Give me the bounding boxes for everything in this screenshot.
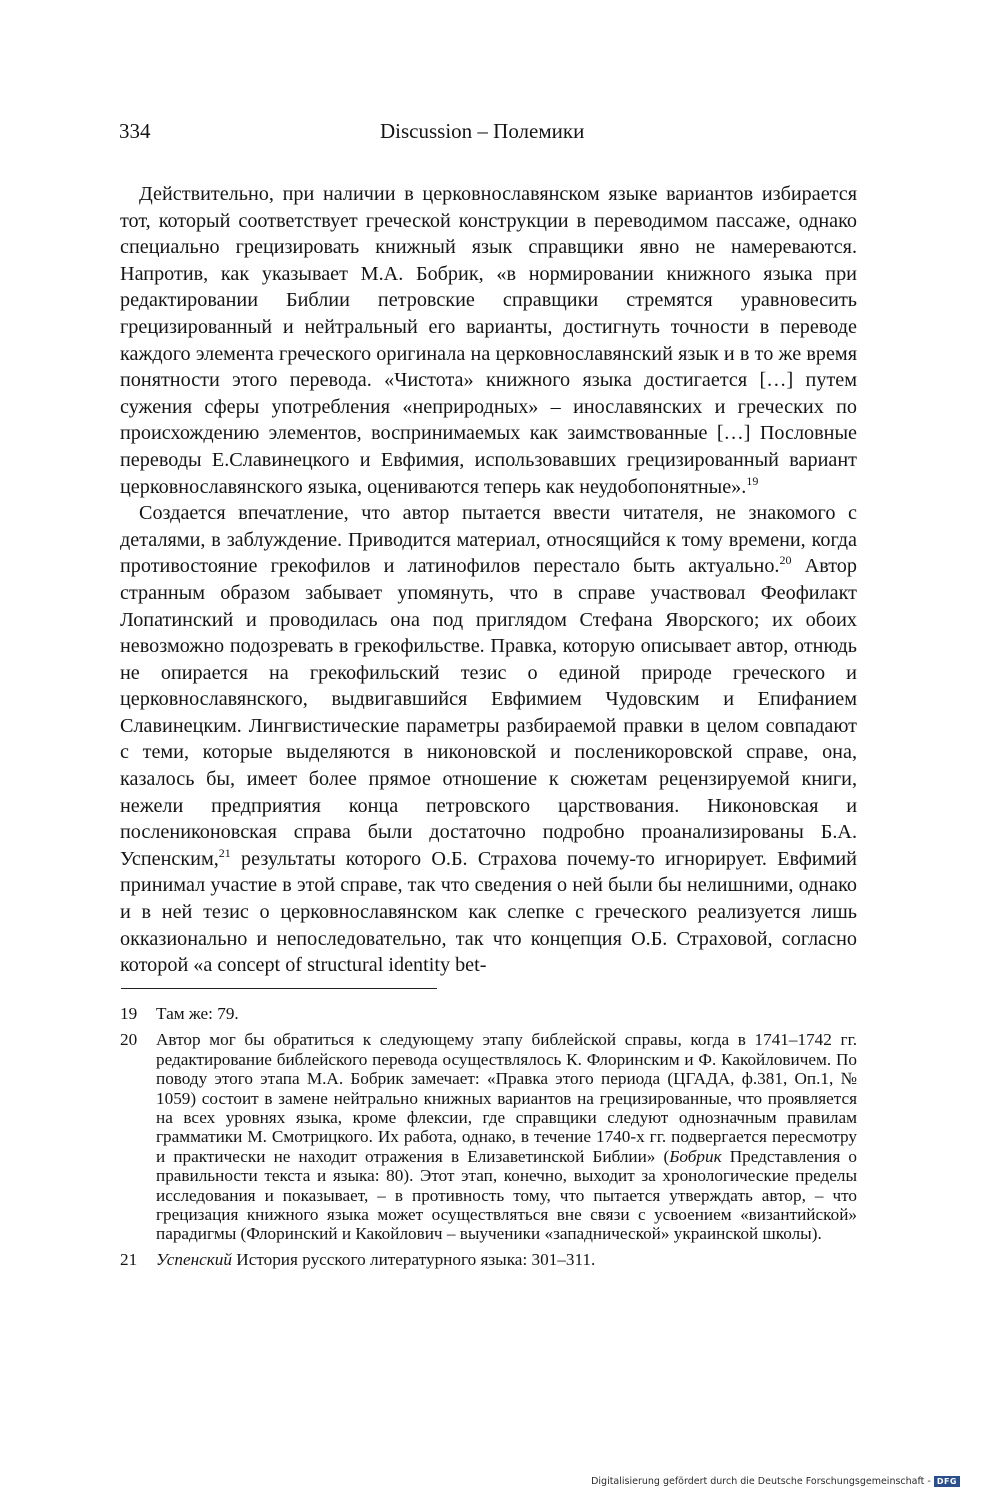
credit-text: Digitalisierung gefördert durch die Deutsche Forschungsgemeinschaft - — [591, 1476, 931, 1487]
page-number: 334 — [119, 119, 151, 143]
footnotes — [120, 1004, 857, 1275]
dfg-logo: DFG — [934, 1476, 960, 1487]
footnote-text: Там же: 79. — [156, 1004, 239, 1023]
paragraph-1-text: Действительно, при наличии в церковнославянском языке вариантов избирается тот, который соответствует греческой конструкции в переводимом пассаже, однако специально грецизировать книжный язык справщики явно не намереваются. Напротив, как указывает М.А. Бобрик, «в нормировании книжного языка при редактировании Библии петровские справщики стремятся уравновесить грецизированный и нейтральный его варианты, достигнуть точности в переводе каждого элемента греческого оригинала на церковнославянский язык и в то же время понятности этого перевода. «Чистота» книжного языка достигается […] путем сужения сферы употребления «неприродных» – инославянских и греческих по происхождению элементов, воспринимаемых как заимствованные […] Пословные переводы Е.Славинецкого и Евфимия, использовавших грецизированный вариант церковнославянского языка, оцениваются теперь как неудобопонятные». — [120, 183, 857, 498]
footnote-author-italic: Успенский — [156, 1249, 232, 1269]
footnote-text-part-b: Представления о правильности текста и языка: 80). Этот этап, конечно, выходит за хронологические пределы исследования и показывает, – в противность тому, что пытается утверждать автор, – что грецизация книжного языка может осуществляться вне связи с усвоением «византийской» парадигмы (Флоринский и Какойлович – выученики «западнической» украинской школы). — [156, 1146, 857, 1244]
paragraph-2-segment-1: Создается впечатление, что автор пытается ввести читателя, не знакомого с деталями, в заблуждение. Приводится материал, относящийся к тому времени, когда противостояние грекофилов и латинофилов перестало быть актуально. — [120, 502, 857, 578]
footnote-number: 19 — [120, 1004, 138, 1023]
footnote-21 — [120, 1250, 857, 1269]
paragraph-2 — [120, 500, 857, 979]
footnote-ref-21: 21 — [218, 845, 231, 860]
footnote-number: 20 — [120, 1030, 138, 1050]
footnote-text: История русского литературного языка: 301–311. — [232, 1249, 596, 1269]
footnote-author-italic: Бобрик — [669, 1146, 722, 1166]
paragraph-1 — [120, 181, 857, 500]
digitization-credit — [591, 1476, 960, 1487]
footnote-19 — [120, 1004, 857, 1023]
paragraph-2-segment-2: Автор странным образом забывает упомянуть, что в справе участвовал Феофилакт Лопатинский и проводилась она под приглядом Стефана Яворского; их обоих невозможно подозревать в грекофильстве. Правка, которую описывает автор, отнюдь не опирается на грекофильский тезис о единой природе греческого и церковнославянского, выдвигавшийся Евфимием Чудовским и Епифанием Славинецким. Лингвистические параметры разбираемой правки в целом совпадают с теми, которые выделяются в никоновской и посленикоровской справе, она, казалось бы, имеет более прямое отношение к сюжетам рецензируемой книги, нежели предприятия конца петровского царствования. Никоновская и послениконовская справа были достаточно подробно проанализированы Б.А. Успенским, — [120, 555, 857, 870]
footnote-20 — [120, 1030, 857, 1243]
footnote-ref-20: 20 — [779, 553, 792, 568]
footnote-divider — [121, 988, 437, 989]
main-text — [120, 181, 857, 979]
footnote-number: 21 — [120, 1249, 138, 1269]
footnote-text-part-a: Автор мог бы обратиться к следующему этапу библейской справы, когда в 1741–1742 гг. редактирование библейского перевода осуществлялось К. Флоринским и Ф. Какойловичем. По поводу этого этапа М.А. Бобрик замечает: «Правка этого периода (ЦГАДА, ф.381, Оп.1, № 1059) состоит в замене нейтрально книжных вариантов на грецизированные, что проявляется на всех уровнях языка, кроме флексии, где справщики следуют однозначным правилам грамматики М. Смотрицкого. Их работа, однако, в течение 1740-х гг. подвергается пересмотру и практически не находит отражения в Елизаветинской Библии» ( — [156, 1030, 857, 1166]
running-title: Discussion – Полемики — [380, 119, 585, 143]
footnote-ref-19: 19 — [746, 473, 759, 488]
paragraph-2-segment-3: результаты которого О.Б. Страхова почему-то игнорирует. Евфимий принимал участие в этой справе, так что сведения о ней были бы нелишними, однако и в ней тезис о церковнославянском как слепке с греческого реализуется лишь окказионально и непоследовательно, так что концепция О.Б. Страховой, согласно которой «a concept of structural identity bet- — [120, 847, 857, 977]
